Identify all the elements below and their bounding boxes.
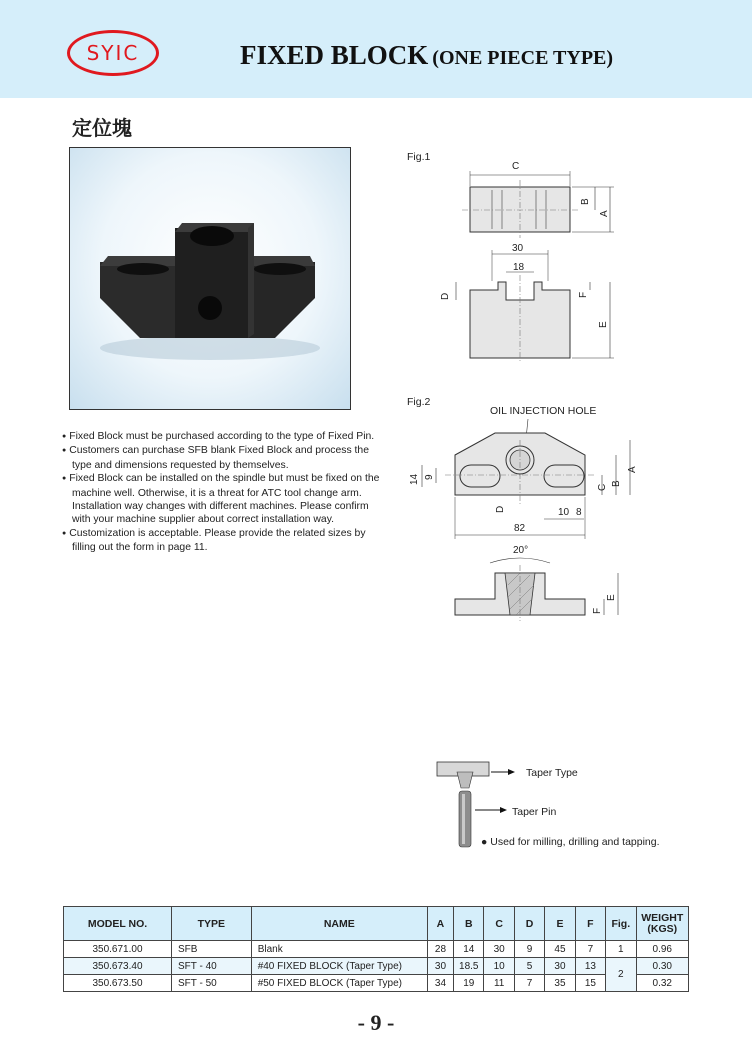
fig1-drawing [400,150,630,365]
cell-d: 7 [514,975,544,992]
cell-d: 9 [514,941,544,958]
cell-f: 13 [575,958,605,975]
fig1-label: Fig.1 [407,151,431,163]
table-row [64,941,689,958]
col-e: E [545,907,575,941]
cell-b: 14 [454,941,484,958]
fig2-dim-b: B [611,480,622,487]
taper-pin-label: Taper Pin [512,806,557,818]
cell-name: Blank [251,941,427,958]
fig1-dim-f: F [578,291,589,298]
feature-list [62,430,382,555]
cell-d: 5 [514,958,544,975]
feature-item: ● Fixed Block must be purchased according to the type of Fixed Pin. [62,430,382,444]
section-title: 定位塊 [72,116,132,140]
fig1-dim-e: E [598,321,609,328]
cell-weight: 0.96 [636,941,689,958]
feature-item: ● Customization is acceptable. Please provide the related sizes by filling out the form in page 11. [62,527,382,555]
col-type: TYPE [172,907,252,941]
cell-a: 28 [427,941,453,958]
cell-type: SFT - 40 [172,958,252,975]
cell-type: SFB [172,941,252,958]
cell-b: 19 [454,975,484,992]
fig2-dim-angle: 20° [513,545,529,556]
fig2-dim-a: A [627,466,638,473]
cell-e: 45 [545,941,575,958]
cell-f: 15 [575,975,605,992]
cell-name: #40 FIXED BLOCK (Taper Type) [251,958,427,975]
fig1-dim-c: C [512,161,520,172]
syic-logo [67,30,159,76]
cell-f: 7 [575,941,605,958]
page-title [240,40,613,71]
cell-a: 30 [427,958,453,975]
cell-name: #50 FIXED BLOCK (Taper Type) [251,975,427,992]
taper-type-label: Taper Type [526,767,578,779]
fig2-drawing [400,415,640,625]
product-photo [69,147,351,410]
fig1-dim-a: A [599,210,610,217]
col-model: MODEL NO. [64,907,172,941]
col-b: B [454,907,484,941]
cell-e: 30 [545,958,575,975]
cell-c: 11 [484,975,514,992]
col-c: C [484,907,514,941]
table-row [64,958,689,975]
table-header-row [64,907,689,941]
table-row [64,975,689,992]
col-name: NAME [251,907,427,941]
cell-b: 18.5 [454,958,484,975]
cell-model: 350.671.00 [64,941,172,958]
fig2-label: Fig.2 [407,396,431,408]
col-d: D [514,907,544,941]
fig2-dim-14: 14 [409,473,420,485]
col-f: F [575,907,605,941]
feature-item: ● Fixed Block can be installed on the spindle but must be fixed on the machine well. Otherwise, it is a threat for ATC tool change arm. Installation way changes with different machines. Please confirm with your machine supplier about correct installation way. [62,472,382,527]
cell-c: 30 [484,941,514,958]
col-weight: WEIGHT (KGS) [636,907,689,941]
fig2-dim-82: 82 [514,523,526,534]
col-fig: Fig. [606,907,636,941]
col-a: A [427,907,453,941]
fig2-dim-10: 10 [558,507,570,518]
fig1-dim-d: D [440,292,451,300]
header-band [0,0,752,98]
fig2-dim-f: F [592,607,603,614]
fig1-dim-30: 30 [512,243,524,254]
fig2-dim-9: 9 [424,474,435,480]
cell-c: 10 [484,958,514,975]
cell-type: SFT - 50 [172,975,252,992]
oil-injection-callout: OIL INJECTION HOLE [490,405,597,417]
cell-fig: 1 [606,941,636,958]
fig1-dim-b: B [580,198,591,205]
cell-a: 34 [427,975,453,992]
title-main: FIXED BLOCK [240,40,429,70]
fig1-dim-18: 18 [513,262,525,273]
usage-note: ● Used for milling, drilling and tapping. [481,836,660,848]
fig2-dim-8: 8 [576,507,582,518]
cell-model: 350.673.50 [64,975,172,992]
fig2-dim-d: D [495,505,506,513]
fig2-dim-c: C [597,483,608,491]
cell-weight: 0.30 [636,958,689,975]
logo-text: SYIC [86,41,140,65]
spec-table [63,906,689,992]
title-sub: (ONE PIECE TYPE) [432,47,614,69]
page-number: - 9 - [357,1010,395,1035]
fig2-dim-e: E [606,594,617,601]
cell-e: 35 [545,975,575,992]
cell-weight: 0.32 [636,975,689,992]
cell-fig: 2 [606,958,636,992]
feature-item: ● Customers can purchase SFB blank Fixed Block and process the type and dimensions requested by themselves. [62,444,382,472]
cell-model: 350.673.40 [64,958,172,975]
usage-note-text: Used for milling, drilling and tapping. [490,836,660,848]
